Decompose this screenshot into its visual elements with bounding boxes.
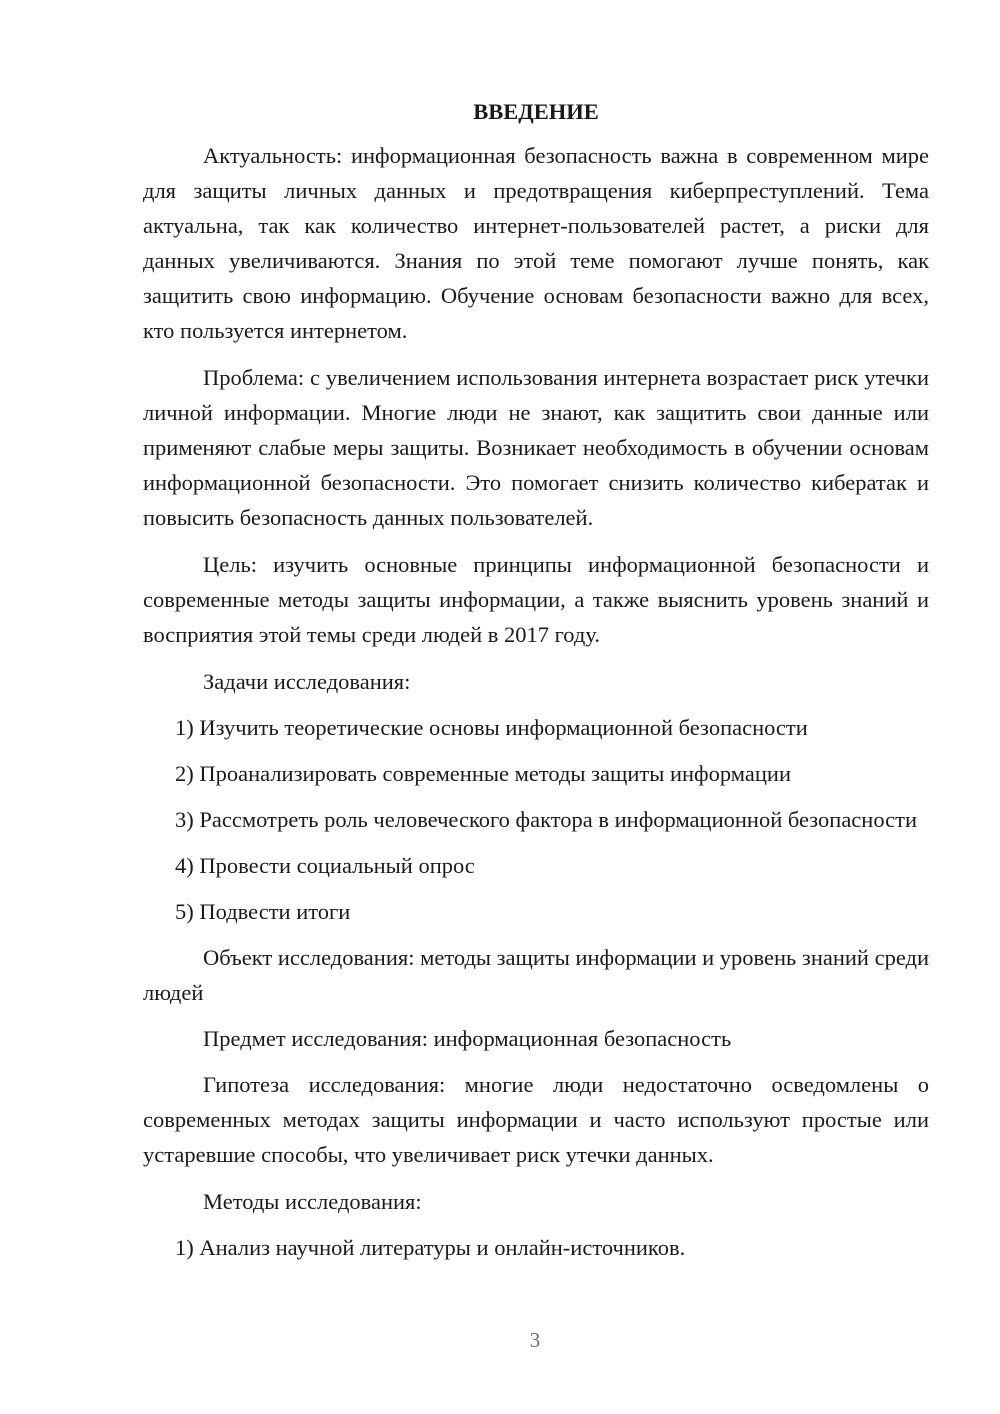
hypothesis-paragraph: Гипотеза исследования: многие люди недостаточно осведомлены о современных методах защиты информации и часто используют простые или устаревшие способы, что увеличивает риск утечки данных. xyxy=(143,1072,929,1167)
method-item-1: 1) Анализ научной литературы и онлайн-источников. xyxy=(175,1235,686,1260)
task-item-4: 4) Провести социальный опрос xyxy=(175,853,475,878)
subject-paragraph: Предмет исследования: информационная безопасность xyxy=(203,1026,732,1051)
object-paragraph: Объект исследования: методы защиты информации и уровень знаний среди людей xyxy=(143,945,930,1005)
task-item-1: 1) Изучить теоретические основы информационной безопасности xyxy=(175,715,808,740)
methods-heading: Методы исследования: xyxy=(203,1189,422,1214)
task-item-5: 5) Подвести итоги xyxy=(175,899,351,924)
goal-paragraph: Цель: изучить основные принципы информационной безопасности и современные методы защиты информации, а также выяснить уровень знаний и восприятия этой темы среди людей в 2017 году. xyxy=(143,552,929,647)
tasks-heading: Задачи исследования: xyxy=(203,669,411,694)
problem-paragraph: Проблема: с увеличением использования интернета возрастает риск утечки личной информации. Многие люди не знают, как защитить свои данные или применяют слабые меры защиты. Возникает необходимость в обучении основам информационной безопасности. Это помогает снизить количество кибератак и повысить безопасность данных пользователей. xyxy=(143,365,929,530)
relevance-paragraph: Актуальность: информационная безопасность важна в современном мире для защиты личных данных и предотвращения киберпреступлений. Тема актуальна, так как количество интернет-пользователей растет, а риски для данных увеличиваются. Знания по этой теме помогают лучше понять, как защитить свою информацию. Обучение основам безопасности важно для всех, кто пользуется интернетом. xyxy=(143,143,929,343)
page-number: 3 xyxy=(529,1328,541,1352)
task-item-2: 2) Проанализировать современные методы защиты информации xyxy=(175,761,791,786)
section-title: ВВЕДЕНИЕ xyxy=(473,99,599,124)
document-page xyxy=(143,94,929,1276)
task-item-3: 3) Рассмотреть роль человеческого фактора в информационной безопасности xyxy=(175,807,918,832)
